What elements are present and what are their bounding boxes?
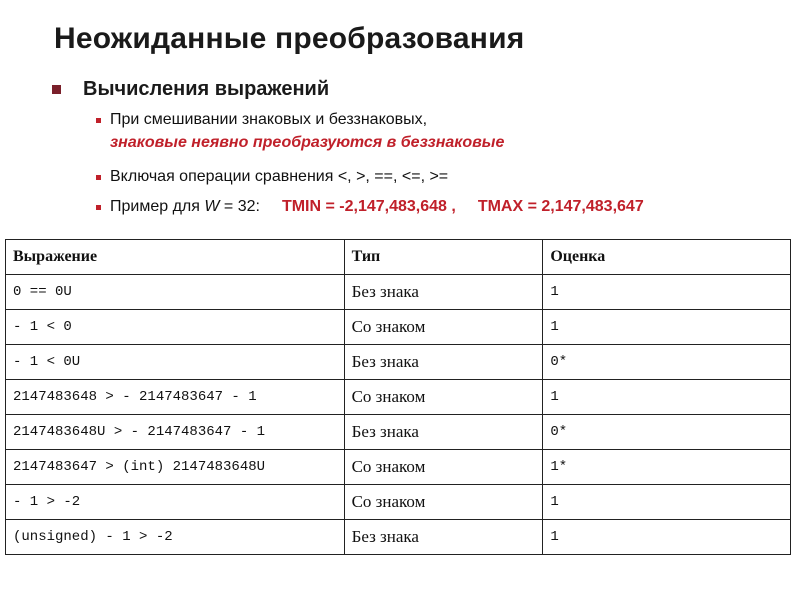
cell-evaluation: 1: [543, 310, 791, 345]
bullet-mixing: [96, 111, 504, 152]
table-row: [6, 380, 791, 415]
table-row: [6, 485, 791, 520]
example-prefix: Пример для: [110, 198, 205, 215]
bullet-example: [96, 198, 644, 216]
header-type: Тип: [344, 240, 543, 275]
cell-type: Без знака: [344, 415, 543, 450]
square-bullet-icon: [52, 85, 61, 94]
table-header-row: [6, 240, 791, 275]
bullet-mixing-highlight: знаковые неявно преобразуются в беззнаковые: [110, 134, 505, 151]
table-row: [6, 415, 791, 450]
example-eq: = 32:: [219, 198, 260, 215]
small-square-bullet-icon: [96, 118, 101, 123]
cell-expression: 2147483648U > - 2147483647 - 1: [6, 415, 345, 450]
header-evaluation: Оценка: [543, 240, 791, 275]
example-var: W: [204, 198, 220, 215]
table-row: [6, 345, 791, 380]
page-title: Неожиданные преобразования: [54, 22, 525, 55]
bullet-mixing-text: При смешивании знаковых и беззнаковых,: [110, 111, 428, 128]
expressions-table-wrapper: [5, 239, 791, 555]
cell-expression: (unsigned) - 1 > -2: [6, 520, 345, 555]
cell-evaluation: 0*: [543, 415, 791, 450]
bullet-comparison-text: Включая операции сравнения <, >, ==, <=, >=: [110, 168, 449, 185]
cell-expression: 2147483647 > (int) 2147483648U: [6, 450, 345, 485]
expressions-table: [5, 239, 791, 555]
cell-expression: - 1 < 0U: [6, 345, 345, 380]
tmax-value: TMAX = 2,147,483,647: [477, 198, 644, 215]
cell-type: Со знаком: [344, 450, 543, 485]
table-row: [6, 450, 791, 485]
cell-expression: - 1 > -2: [6, 485, 345, 520]
cell-type: Со знаком: [344, 380, 543, 415]
table-row: [6, 520, 791, 555]
tmin-value: TMIN = -2,147,483,648 ,: [281, 198, 456, 215]
cell-evaluation: 1: [543, 520, 791, 555]
cell-type: Без знака: [344, 520, 543, 555]
cell-expression: - 1 < 0: [6, 310, 345, 345]
cell-type: Со знаком: [344, 485, 543, 520]
bullet-comparison: [96, 168, 448, 186]
cell-type: Со знаком: [344, 310, 543, 345]
cell-evaluation: 1: [543, 380, 791, 415]
bullet-example-text: [110, 198, 260, 216]
section-heading: Вычисления выражений: [83, 78, 330, 100]
cell-evaluation: 0*: [543, 345, 791, 380]
cell-expression: 0 == 0U: [6, 275, 345, 310]
cell-evaluation: 1: [543, 275, 791, 310]
cell-evaluation: 1*: [543, 450, 791, 485]
section-heading-row: [52, 78, 329, 101]
cell-expression: 2147483648 > - 2147483647 - 1: [6, 380, 345, 415]
small-square-bullet-icon: [96, 205, 101, 210]
header-expression: Выражение: [6, 240, 345, 275]
cell-evaluation: 1: [543, 485, 791, 520]
cell-type: Без знака: [344, 275, 543, 310]
table-row: [6, 310, 791, 345]
table-row: [6, 275, 791, 310]
cell-type: Без знака: [344, 345, 543, 380]
small-square-bullet-icon: [96, 175, 101, 180]
